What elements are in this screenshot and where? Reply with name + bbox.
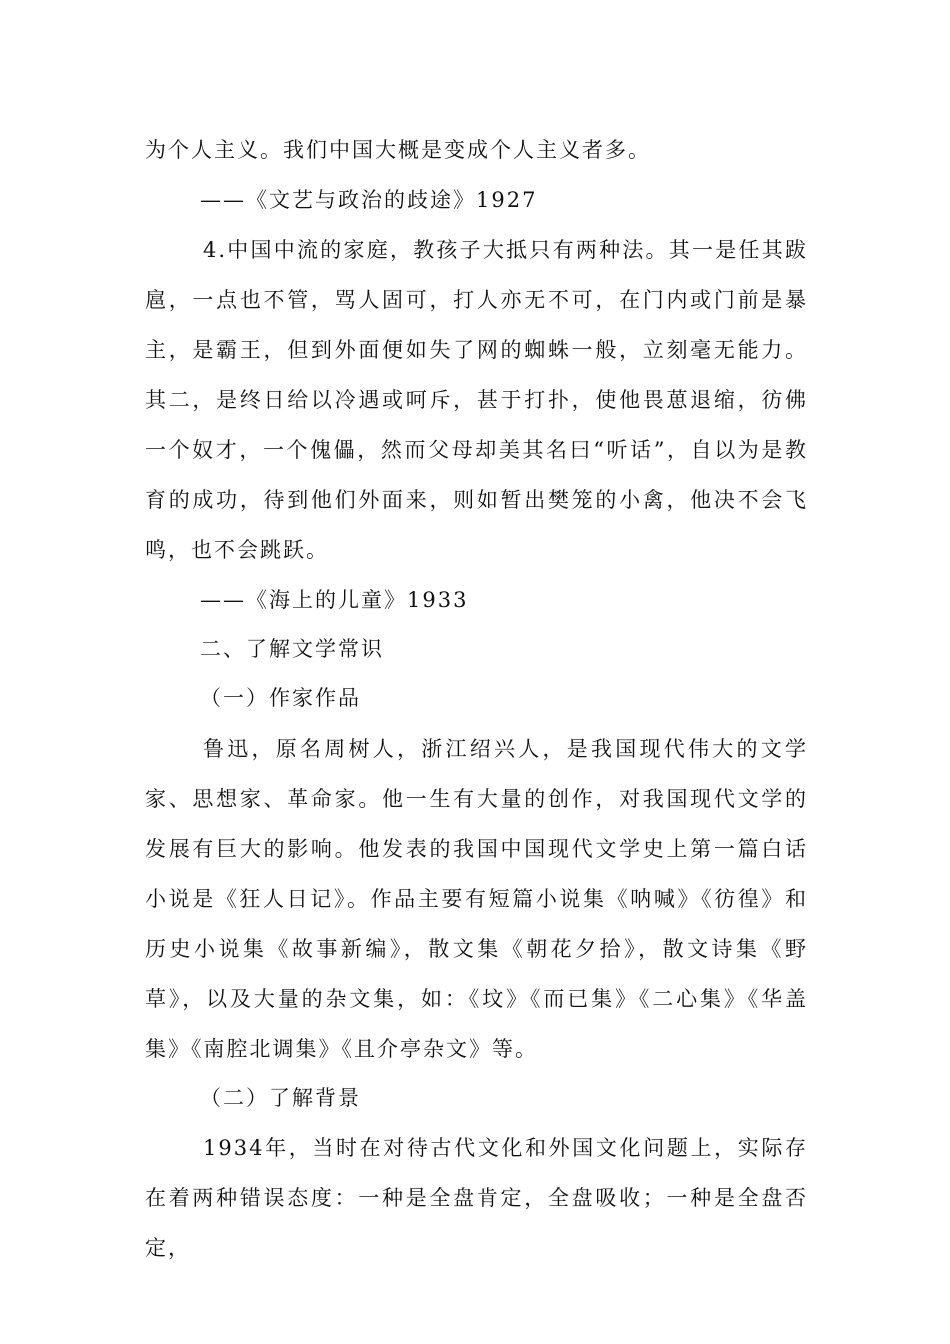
subheading-works: （一）作家作品: [200, 686, 361, 710]
paragraph-background: 1934年，当时在对待古代文化和外国文化问题上，实际存在着两种错误态度：一种是全盘肯定，全盘吸收；一种是全盘否定，: [145, 1136, 808, 1260]
citation-2: ——《海上的儿童》1933: [200, 588, 469, 612]
paragraph-continuation: 为个人主义。我们中国大概是变成个人主义者多。: [145, 138, 651, 162]
paragraph-quote-4: 4.中国中流的家庭，教孩子大抵只有两种法。其一是任其跋扈，一点也不管，骂人固可，打人亦无不可，在门内或门前是暴主，是霸王，但到外面便如失了网的蜘蛛一般，立刻毫无能力。其二，是终日给以冷遇或呵斥，甚于打扑，使他畏葸退缩，彷佛一个奴才，一个傀儡，然而父母却美其名曰“听话”，自以为是教育的成功，待到他们外面来，则如暂出樊笼的小禽，他决不会飞鸣，也不会跳跃。: [145, 238, 808, 562]
paragraph-author-works: 鲁迅，原名周树人，浙江绍兴人，是我国现代伟大的文学家、思想家、革命家。他一生有大量的创作，对我国现代文学的发展有巨大的影响。他发表的我国中国现代文学史上第一篇白话小说是《狂人日记》。作品主要有短篇小说集《呐喊》《彷徨》和历史小说集《故事新编》，散文集《朝花夕拾》，散文诗集《野草》，以及大量的杂文集，如：《坟》《而已集》《二心集》《华盖集》《南腔北调集》《且介亭杂文》等。: [145, 737, 808, 1061]
citation-1: ——《文艺与政治的歧途》1927: [200, 188, 538, 212]
section-heading-2: 二、了解文学常识: [200, 637, 384, 661]
subheading-background: （二）了解背景: [200, 1086, 361, 1110]
